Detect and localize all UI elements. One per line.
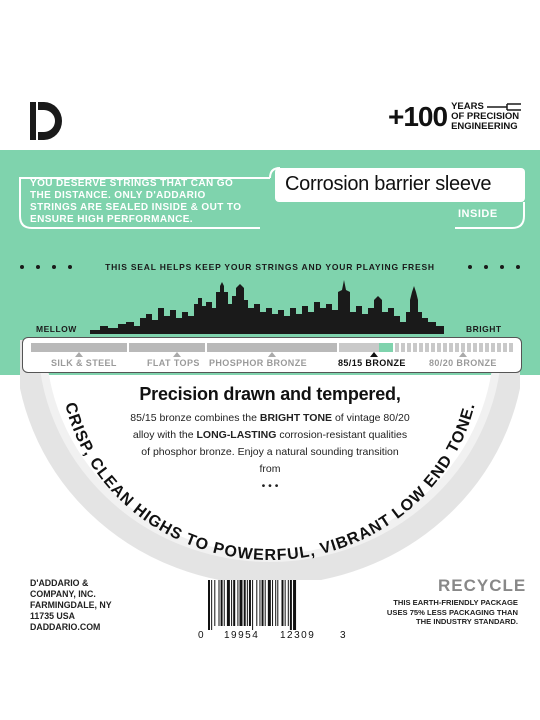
- barcode-bar: [237, 580, 238, 626]
- tone-meter: [31, 343, 515, 352]
- barcode-bar: [277, 580, 278, 626]
- recycle-title: RECYCLE: [438, 576, 527, 595]
- barcode-bar: [272, 580, 273, 626]
- years-line-1: YEARS: [451, 101, 484, 112]
- active-segment: [379, 343, 393, 352]
- barcode-bar: [208, 580, 210, 630]
- tuning-fork-icon: [487, 103, 523, 111]
- barcode-bar: [288, 580, 289, 626]
- barcode-bar: [262, 580, 264, 626]
- tone-option-85-15-bronze: 85/15 BRONZE: [338, 358, 406, 368]
- barcode-bar: [224, 580, 225, 626]
- barcode-bar: [221, 580, 223, 626]
- barcode-bar: [256, 580, 257, 626]
- arc-text: CRISP, CLEAN HIGHS TO POWERFUL, VIBRANT LOW END TONE.: [61, 400, 479, 565]
- tone-option-flat-tops: FLAT TOPS: [147, 358, 200, 368]
- intro-text: YOU DESERVE STRINGS THAT CAN GO THE DISTANCE. ONLY D'ADDARIO STRINGS ARE SEALED INSIDE & OUT TO ENSURE HIGH PERFORMANCE.: [30, 178, 242, 225]
- barcode-bar: [268, 580, 271, 626]
- barcode-bar: [293, 580, 296, 630]
- barcode-digits-left: 19954: [224, 630, 260, 640]
- barcode-digit-check: 3: [340, 630, 346, 640]
- years-badge: [388, 102, 523, 132]
- barcode-bar: [219, 580, 220, 626]
- inside-label: INSIDE: [458, 208, 498, 220]
- tone-option-silk-steel: SILK & STEEL: [51, 358, 117, 368]
- sleeve-box: [275, 168, 525, 202]
- barcode-bar: [249, 580, 251, 626]
- barcode-bar: [231, 580, 232, 626]
- barcode-bar: [275, 580, 276, 626]
- mellow-label: MELLOW: [36, 324, 77, 334]
- company-address: D'ADDARIO & COMPANY, INC. FARMINGDALE, NY 11735 USA DADDARIO.COM: [30, 578, 112, 632]
- barcode: [198, 580, 348, 640]
- barcode-bar: [240, 580, 243, 626]
- tone-option-80-20-bronze: 80/20 BRONZE: [429, 358, 497, 368]
- description: 85/15 bronze combines the BRIGHT TONE of vintage 80/20 alloy with the LONG-LASTING corrosion-resistant qualities of phosphor bronze. Enjoy a natural sounding transition from • • •: [130, 412, 410, 492]
- tone-scale: [22, 337, 522, 373]
- recycle-note: THIS EARTH-FRIENDLY PACKAGE USES 75% LESS PACKAGING THAN THE INDUSTRY STANDARD.: [386, 598, 518, 626]
- dots-right: [468, 265, 520, 269]
- daddario-logo: [28, 98, 64, 144]
- seal-row: [20, 262, 520, 272]
- sleeve-title: Corrosion barrier sleeve: [285, 173, 492, 195]
- barcode-digit-system: 0: [198, 630, 204, 640]
- bright-label: BRIGHT: [466, 324, 502, 334]
- tone-option-phosphor-bronze: PHOSPHOR BRONZE: [209, 358, 308, 368]
- barcode-bar: [265, 580, 266, 626]
- barcode-bar: [285, 580, 286, 626]
- headline: Precision drawn and tempered,: [139, 384, 401, 404]
- barcode-digits-right: 12309: [280, 630, 316, 640]
- ellipsis: • • •: [261, 480, 279, 492]
- barcode-bar: [244, 580, 246, 626]
- barcode-bar: [259, 580, 260, 626]
- barcode-bar: [227, 580, 230, 626]
- years-line-2: OF PRECISION: [451, 111, 520, 122]
- dots-left: [20, 265, 72, 269]
- barcode-bar: [290, 580, 292, 630]
- nyc-skyline: [0, 278, 540, 340]
- barcode-bar: [214, 580, 215, 626]
- barcode-bar: [247, 580, 248, 626]
- years-line-3: ENGINEERING: [451, 121, 518, 132]
- barcode-bar: [282, 580, 284, 626]
- barcode-bar: [233, 580, 235, 626]
- barcode-bar: [252, 580, 253, 630]
- years-number: +100: [388, 101, 448, 132]
- seal-text: THIS SEAL HELPS KEEP YOUR STRINGS AND YOUR PLAYING FRESH: [105, 262, 435, 272]
- barcode-bar: [211, 580, 212, 630]
